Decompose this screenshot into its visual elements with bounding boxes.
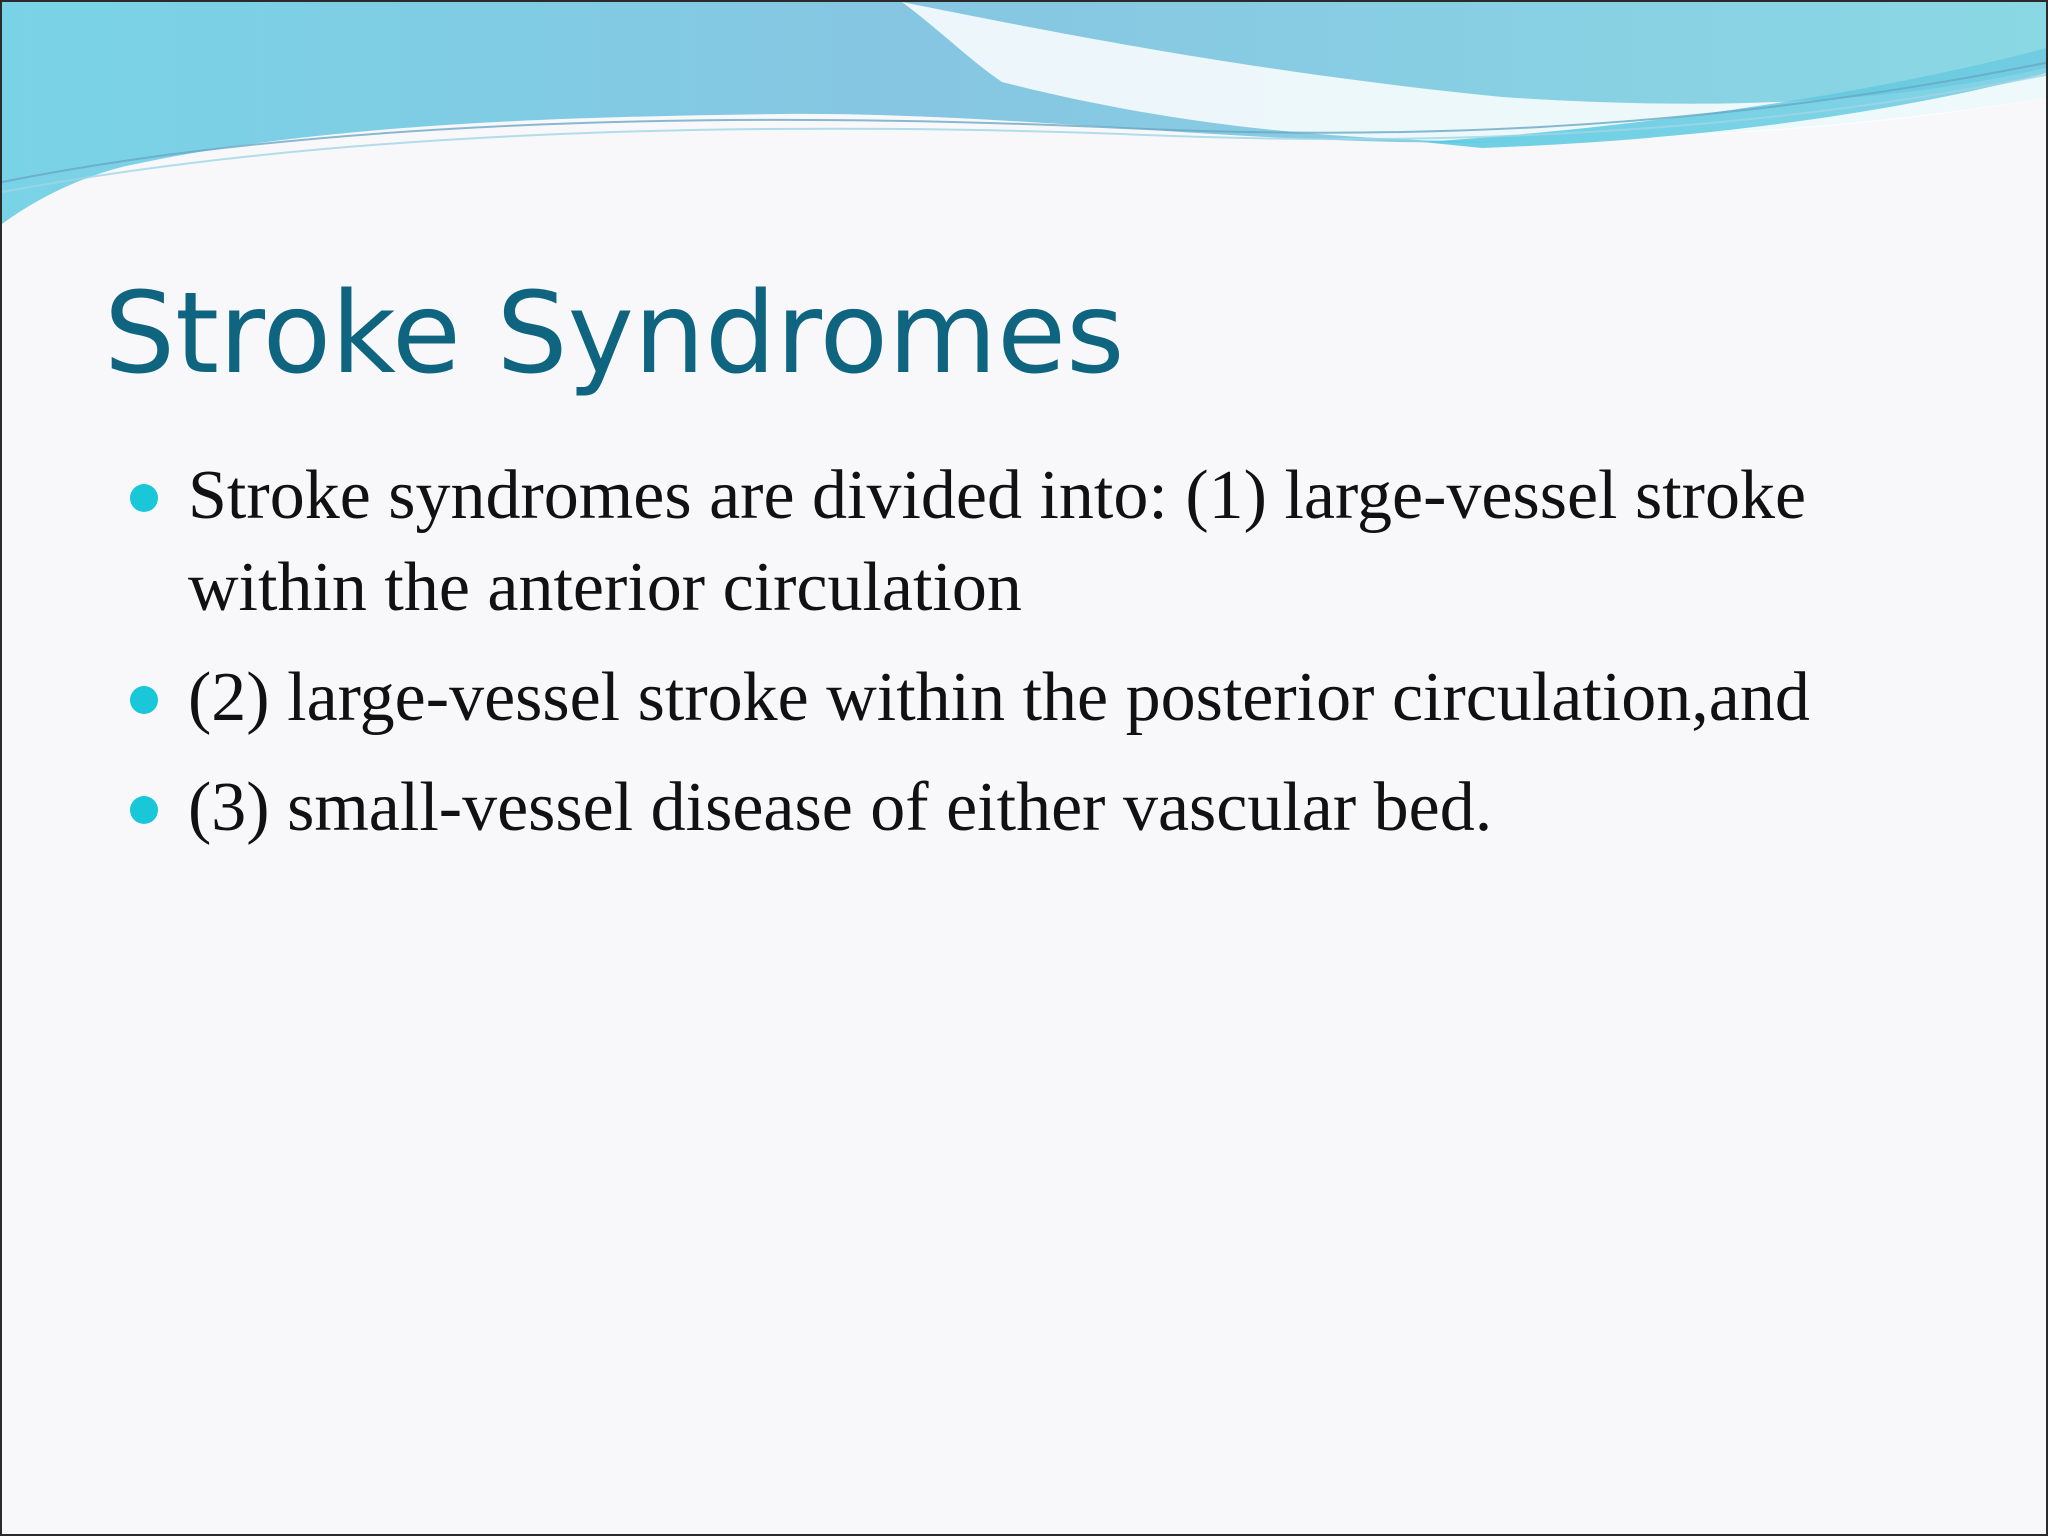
bullet-dot-icon	[130, 484, 158, 512]
bullet-dot-icon	[130, 686, 158, 714]
bullet-text: (2) large-vessel stroke within the posterior circulation,and	[188, 659, 1810, 736]
bullet-item	[130, 652, 1970, 744]
bullet-text: (3) small-vessel disease of either vascular bed.	[188, 769, 1493, 846]
header-wave-decoration	[2, 2, 2048, 262]
slide-title: Stroke Syndromes	[104, 269, 1125, 399]
bullet-item	[130, 762, 1970, 854]
bullet-list	[130, 450, 1970, 872]
bullet-dot-icon	[130, 796, 158, 824]
bullet-item	[130, 450, 1970, 634]
bullet-text: Stroke syndromes are divided into: (1) large-vessel stroke within the anterior circulation	[188, 457, 1807, 626]
